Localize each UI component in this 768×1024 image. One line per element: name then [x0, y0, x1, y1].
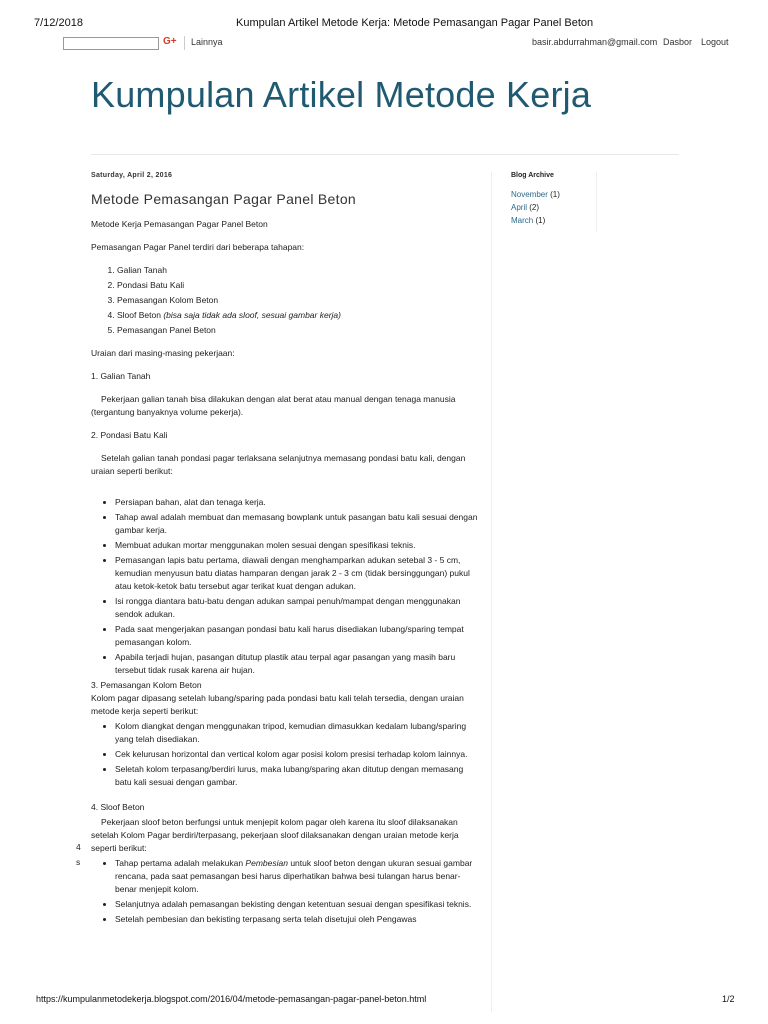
archive-link[interactable]: March — [511, 216, 534, 225]
archive-link[interactable]: November — [511, 190, 548, 199]
dashboard-link[interactable]: Dasbor — [663, 37, 693, 47]
list-item: • Seletah kolom terpasang/berdiri lurus, maka lubang/sparing akan ditutup dengan memasang batu kali sesuai dengan gambar. — [115, 763, 481, 789]
google-plus-button[interactable]: G+ — [163, 36, 177, 47]
blogger-navbar — [0, 36, 768, 54]
section-title: 3. Pemasangan Kolom Beton — [91, 680, 202, 690]
user-email-link[interactable]: basir.abdurrahman@gmail.com — [532, 37, 658, 47]
list-item: • Kolom diangkat dengan menggunakan tripod, kemudian dimasukkan kedalam lubang/sparing yang telah disediakan. — [115, 720, 481, 746]
print-url: https://kumpulanmetodekerja.blogspot.com/2016/04/metode-pemasangan-pagar-panel-beton.html — [36, 994, 427, 1004]
list-item: • Membuat adukan mortar menggunakan molen sesuai dengan spesifikasi teknis. — [115, 539, 481, 552]
section3-list — [91, 720, 481, 789]
details-intro: Uraian dari masing-masing pekerjaan: — [91, 348, 235, 358]
archive-item — [511, 188, 560, 201]
list-item: • Apabila terjadi hujan, pasangan ditutup plastik atau terpal agar pasangan yang masih baru tersebut tidak rusak karena air hujan. — [115, 651, 481, 677]
section2-list — [91, 496, 481, 677]
navbar-divider — [184, 36, 185, 50]
logout-link[interactable]: Logout — [701, 37, 729, 47]
section-title: 4. Sloof Beton — [91, 802, 145, 812]
section-text: Setelah galian tanah pondasi pagar terlaksana selanjutnya memasang pondasi batu kali, dengan uraian seperti berikut: — [91, 453, 466, 476]
list-item: 2. Pondasi Batu Kali — [117, 279, 481, 292]
page-number: 1/2 — [722, 994, 735, 1004]
archive-item — [511, 214, 560, 227]
post-intro: Metode Kerja Pemasangan Pagar Panel Beton — [91, 219, 268, 229]
post-body — [91, 218, 481, 928]
sidebar-title: Blog Archive — [511, 172, 554, 179]
section-title: 2. Pondasi Batu Kali — [91, 430, 168, 440]
list-item: • Isi rongga diantara batu-batu dengan adukan sampai penuh/mampat dengan menggunakan sendok adukan. — [115, 595, 481, 621]
list-item: 3. Pemasangan Kolom Beton — [117, 294, 481, 307]
section-text: Kolom pagar dipasang setelah lubang/sparing pada pondasi batu kali telah tersedia, dengan uraian metode kerja seperti berikut: — [91, 693, 464, 716]
list-item: 5. Pemasangan Panel Beton — [117, 324, 481, 337]
stages-intro: Pemasangan Pagar Panel terdiri dari beberapa tahapan: — [91, 242, 305, 252]
archive-count: (1) — [535, 216, 546, 225]
list-item: • Selanjutnya adalah pemasangan bekisting dengan ketentuan sesuai dengan spesifikasi teknis. — [115, 898, 481, 911]
list-item: 1. Galian Tanah — [117, 264, 481, 277]
section4-list — [91, 857, 481, 926]
stage-note: (bisa saja tidak ada sloof, sesuai gambar kerja) — [163, 310, 341, 320]
post-date: Saturday, April 2, 2016 — [91, 172, 173, 179]
margin-mark: 4 — [76, 842, 81, 852]
search-input[interactable] — [63, 37, 159, 50]
section-text: Pekerjaan sloof beton berfungsi untuk menjepit kolom pagar oleh karena itu sloof dilaksanakan setelah Kolom Pagar berdiri/terpasang, pekerjaan sloof dilaksanakan dengan uraian metode kerja seperti berikut: — [91, 817, 459, 853]
margin-mark: s — [76, 857, 81, 867]
list-item: • Tahap awal adalah membuat dan memasang bowplank untuk pasangan batu kali sesuai dengan gambar kerja. — [115, 511, 481, 537]
section-title: 1. Galian Tanah — [91, 371, 151, 381]
sidebar-divider — [491, 172, 492, 1012]
archive-link[interactable]: April — [511, 203, 528, 212]
more-link[interactable]: Lainnya — [191, 37, 223, 47]
list-item: • Setelah pembesian dan bekisting terpasang serta telah disetujui oleh Pengawas — [115, 913, 481, 926]
archive-count: (1) — [550, 190, 560, 199]
list-item: • Persiapan bahan, alat dan tenaga kerja. — [115, 496, 481, 509]
blog-title[interactable]: Kumpulan Artikel Metode Kerja — [91, 74, 592, 115]
archive-count: (2) — [529, 203, 540, 212]
header-divider — [91, 154, 679, 155]
list-item: • Tahap pertama adalah melakukan Pembesian untuk sloof beton dengan ukuran sesuai gambar rencana, pada saat pemasangan besi harus diperhatikan bahwa besi tulangan harus benar-benar menjepit kolom. — [115, 857, 481, 896]
stages-list — [91, 264, 481, 337]
list-item — [117, 309, 481, 322]
stage-label: Sloof Beton — [117, 310, 161, 320]
blog-archive — [511, 188, 560, 227]
print-title: Kumpulan Artikel Metode Kerja: Metode Pemasangan Pagar Panel Beton — [236, 17, 594, 29]
post-title[interactable]: Metode Pemasangan Pagar Panel Beton — [91, 191, 357, 207]
list-item: • Pada saat mengerjakan pasangan pondasi batu kali harus disediakan lubang/sparing tempat pemasangan kolom. — [115, 623, 481, 649]
archive-item — [511, 201, 560, 214]
list-item: • Pemasangan lapis batu pertama, diawali dengan menghamparkan adukan setebal 3 - 5 cm, kemudian menyusun batu diatas hamparan dengan jarak 2 - 3 cm (tidak bersinggungan) pukul atau ketok-ketok batu tersebut agar terikat kuat dengan adukan. — [115, 554, 481, 593]
list-item: • Cek kelurusan horizontal dan vertical kolom agar posisi kolom presisi terhadap kolom lainnya. — [115, 748, 481, 761]
section-text: Pekerjaan galian tanah bisa dilakukan dengan alat berat atau manual dengan tenaga manusia (tergantung banyaknya volume pekerja). — [91, 394, 456, 417]
sidebar-divider — [596, 172, 597, 232]
print-date: 7/12/2018 — [34, 17, 83, 29]
